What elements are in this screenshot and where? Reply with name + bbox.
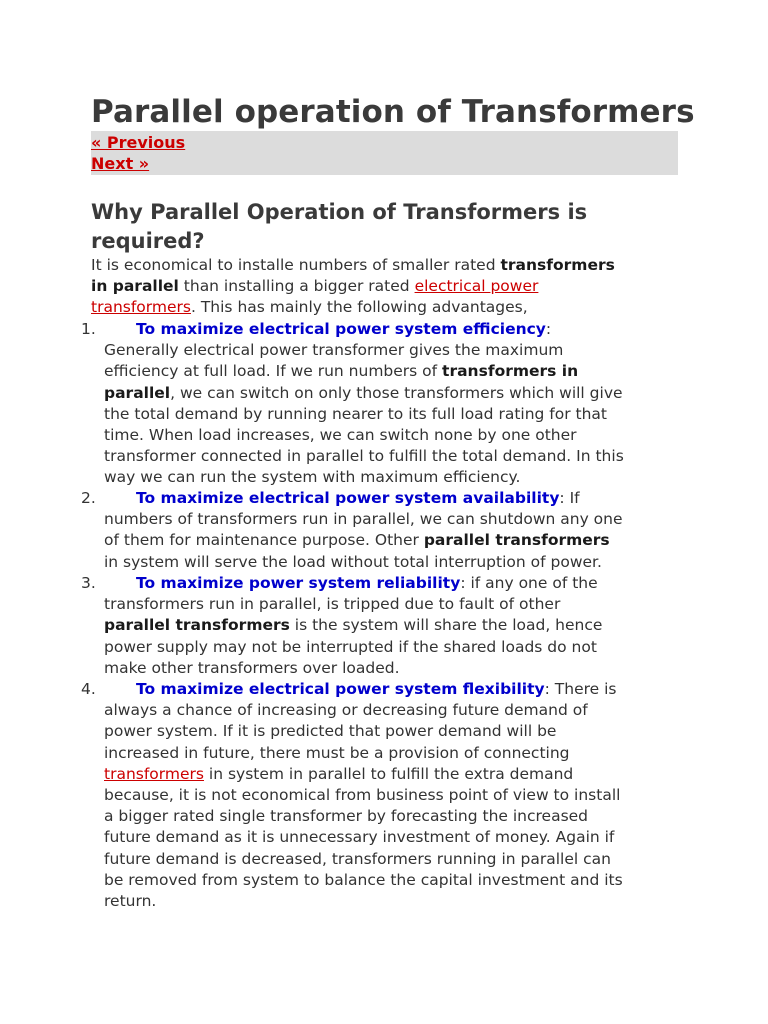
item-heading: To maximize electrical power system flexibility	[136, 680, 545, 698]
item-line: return.	[104, 892, 157, 911]
item-heading: To maximize electrical power system availability	[136, 489, 560, 507]
item-line: always a chance of increasing or decreasing future demand of	[104, 701, 588, 720]
item-line: a bigger rated single transformer by forecasting the increased	[104, 807, 589, 826]
item-text: efficiency at full load. If we run numbers of	[104, 362, 443, 381]
item-line	[104, 764, 704, 785]
item-text: : if any one of the	[460, 574, 598, 592]
intro-text: It is economical to installe numbers of smaller rated	[91, 256, 501, 274]
item-line	[104, 615, 704, 636]
item-line	[104, 573, 704, 594]
item-line: be removed from system to balance the capital investment and its	[104, 870, 623, 889]
intro-text: . This has mainly the following advantages,	[190, 298, 528, 317]
page-title: Parallel operation of Transformers	[91, 94, 695, 130]
list-number: 3.	[81, 574, 96, 592]
next-link[interactable]: Next »	[91, 154, 150, 173]
bold-term: transformers in	[442, 362, 579, 381]
item-line: power supply may not be interrupted if the shared loads do not	[104, 637, 597, 656]
item-line: make other transformers over loaded.	[104, 658, 400, 677]
item-line	[104, 319, 704, 340]
item-line	[104, 530, 704, 551]
item-text: : If	[559, 489, 580, 507]
item-line: Generally electrical power transformer gives the maximum	[104, 341, 564, 360]
bold-term: parallel	[104, 383, 171, 402]
item-line	[104, 383, 704, 404]
item-line: increased in future, there must be a provision of connecting	[104, 743, 570, 762]
item-line: in system will serve the load without total interruption of power.	[104, 552, 602, 571]
electrical-power-transformers-link[interactable]: transformers	[91, 298, 191, 317]
list-item-body	[104, 573, 704, 679]
bold-term: parallel transformers	[104, 616, 290, 635]
bold-term: parallel transformers	[423, 531, 610, 550]
intro-text: than installing a bigger rated	[178, 277, 415, 296]
item-line: time. When load increases, we can switch none by one other	[104, 426, 577, 445]
list-number: 1.	[81, 320, 96, 338]
item-line: the total demand by running nearer to its full load rating for that	[104, 404, 608, 423]
list-number: 2.	[81, 489, 96, 507]
intro-line-3	[91, 297, 691, 318]
item-text: is the system will share the load, hence	[289, 616, 603, 635]
item-line: way we can run the system with maximum efficiency.	[104, 468, 521, 487]
item-line	[104, 488, 704, 509]
item-line: because, it is not economical from business point of view to install	[104, 786, 621, 805]
intro-paragraph	[91, 255, 691, 319]
item-line: power system. If it is predicted that power demand will be	[104, 722, 557, 741]
previous-link[interactable]: « Previous	[91, 133, 186, 152]
bold-term: in parallel	[91, 277, 179, 296]
list-item-body	[104, 679, 704, 912]
item-text: : There is	[544, 680, 617, 698]
item-text: , we can switch on only those transformers which will give	[170, 383, 623, 402]
electrical-power-transformers-link[interactable]: electrical power	[414, 277, 539, 296]
item-line: future demand is decreased, transformers running in parallel can	[104, 849, 611, 868]
bold-term: transformers	[500, 256, 615, 274]
intro-line-2	[91, 276, 691, 297]
item-text: :	[545, 320, 552, 338]
item-text: of them for maintenance purpose. Other	[104, 531, 424, 550]
item-line: transformer connected in parallel to fulfill the total demand. In this	[104, 447, 624, 466]
item-text: in system in parallel to fulfill the extra demand	[203, 764, 574, 783]
item-line	[104, 679, 704, 700]
item-line: numbers of transformers run in parallel, we can shutdown any one	[104, 510, 623, 529]
list-item-body	[104, 319, 704, 489]
item-heading: To maximize electrical power system efficiency	[136, 320, 546, 338]
item-line	[104, 361, 704, 382]
item-heading: To maximize power system reliability	[136, 574, 461, 592]
transformers-link[interactable]: transformers	[104, 764, 204, 783]
section-heading: Why Parallel Operation of Transformers is required?	[91, 200, 588, 253]
pagination-bar	[91, 131, 678, 175]
list-item-body	[104, 488, 704, 573]
item-line: transformers run in parallel, is tripped due to fault of other	[104, 595, 561, 614]
intro-line-1	[91, 255, 691, 276]
item-line: future demand as it is unnecessary investment of money. Again if	[104, 828, 615, 847]
list-number: 4.	[81, 680, 96, 698]
